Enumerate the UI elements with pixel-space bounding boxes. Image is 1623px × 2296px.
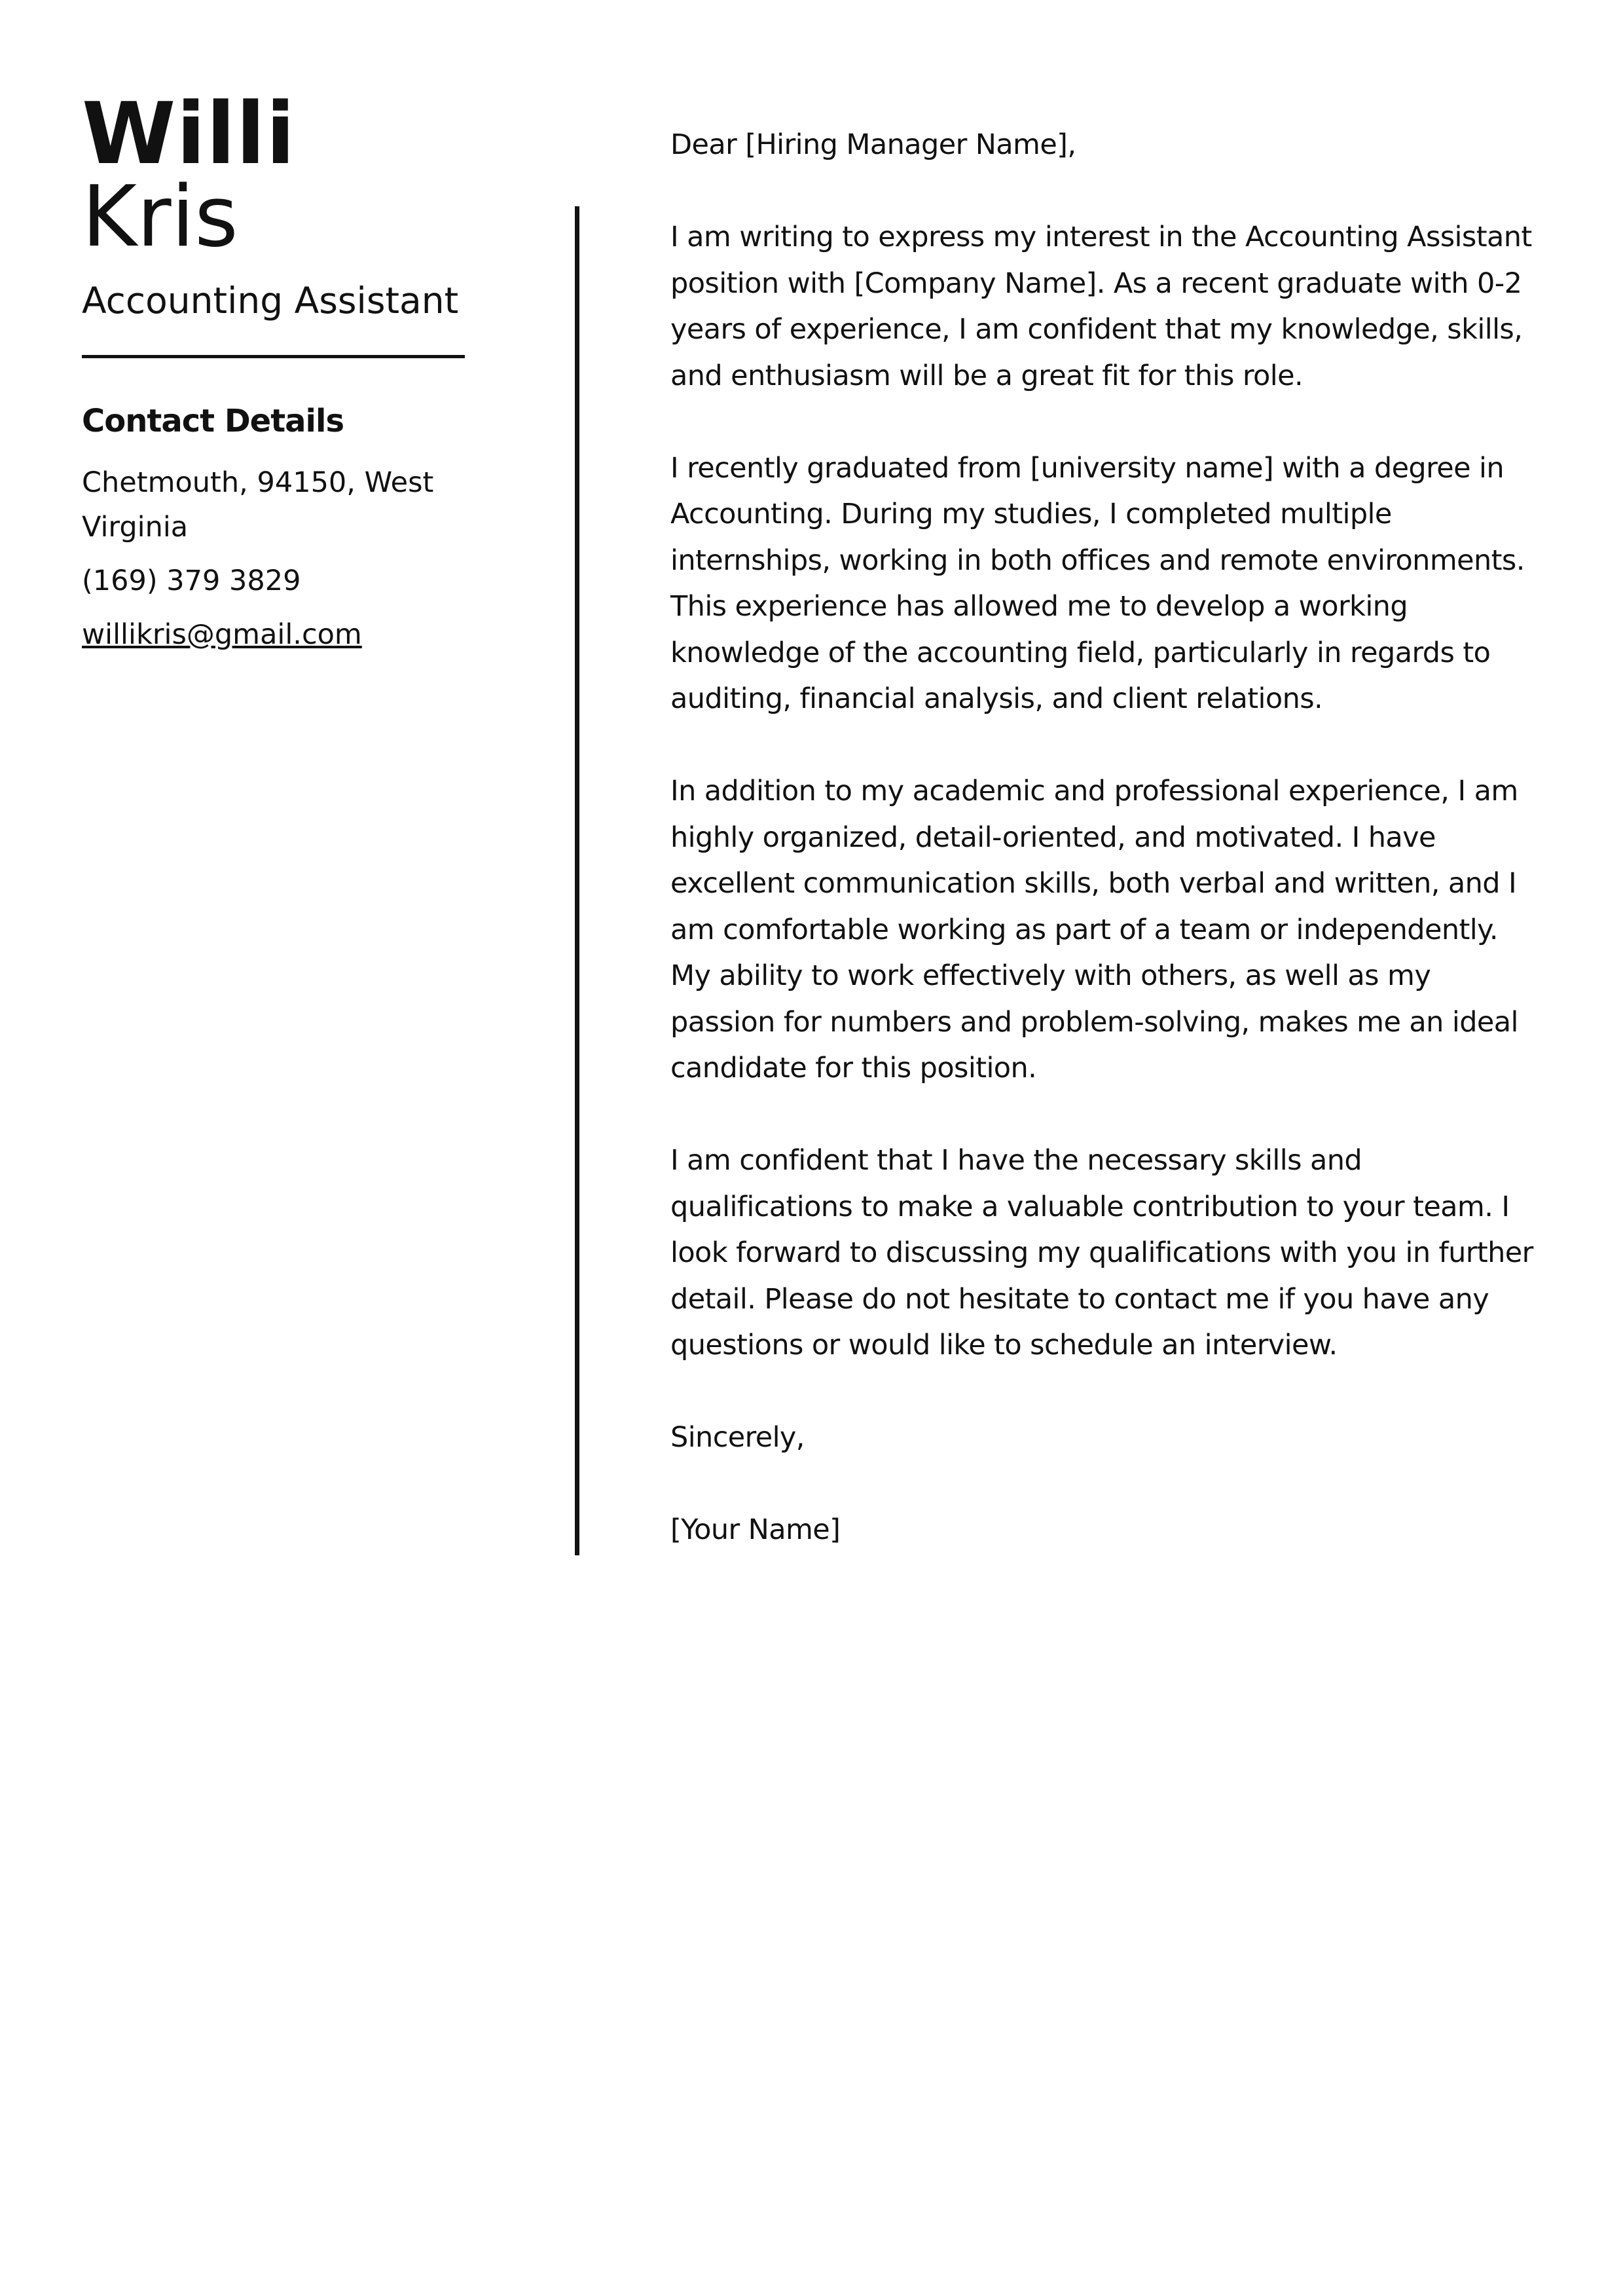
contact-heading: Contact Details bbox=[82, 403, 344, 439]
letter-paragraph: In addition to my academic and professional experience, I am highly organized, detail-oriented, and motivated. I have excellent communication skills, both verbal and written, and I am comfortable working as part of a team or independently. My ability to work effectively with others, as well as my passion for numbers and problem-solving, makes me an ideal candidate for this position. bbox=[670, 775, 1518, 1084]
letter-paragraph: I recently graduated from [university name] with a degree in Accounting. During my studies, I completed multiple internships, working in both offices and remote environments. This experience has allowed me to develop a working knowledge of the accounting field, particularly in regards to auditing, financial analysis, and client relations. bbox=[670, 451, 1525, 715]
sidebar bbox=[82, 84, 475, 657]
contact-email-link[interactable]: willikris@gmail.com bbox=[82, 618, 362, 651]
column-divider bbox=[575, 206, 579, 1555]
letter-paragraph: I am confident that I have the necessary skills and qualifications to make a valuable contribution to your team. I look forward to discussing my qualifications with you in further detail. Please do not hesitate to contact me if you have any questions or would like to schedule an interview. bbox=[670, 1144, 1533, 1361]
letter-body bbox=[670, 122, 1541, 1553]
closing: Sincerely, bbox=[670, 1421, 805, 1454]
sidebar-divider bbox=[82, 355, 465, 358]
job-title: Accounting Assistant bbox=[82, 280, 459, 322]
last-name: Kris bbox=[82, 168, 238, 266]
contact-address: Chetmouth, 94150, West Virginia bbox=[82, 466, 434, 544]
candidate-name bbox=[82, 84, 475, 266]
first-name: Willi bbox=[82, 84, 296, 183]
signature: [Your Name] bbox=[670, 1513, 841, 1546]
contact-phone: (169) 379 3829 bbox=[82, 565, 301, 597]
salutation: Dear [Hiring Manager Name], bbox=[670, 128, 1076, 161]
letter-paragraph: I am writing to express my interest in the Accounting Assistant position with [Company Name]. As a recent graduate with 0-2 years of experience, I am confident that my knowledge, skills, and enthusiasm will be a great fit for this role. bbox=[670, 221, 1532, 392]
